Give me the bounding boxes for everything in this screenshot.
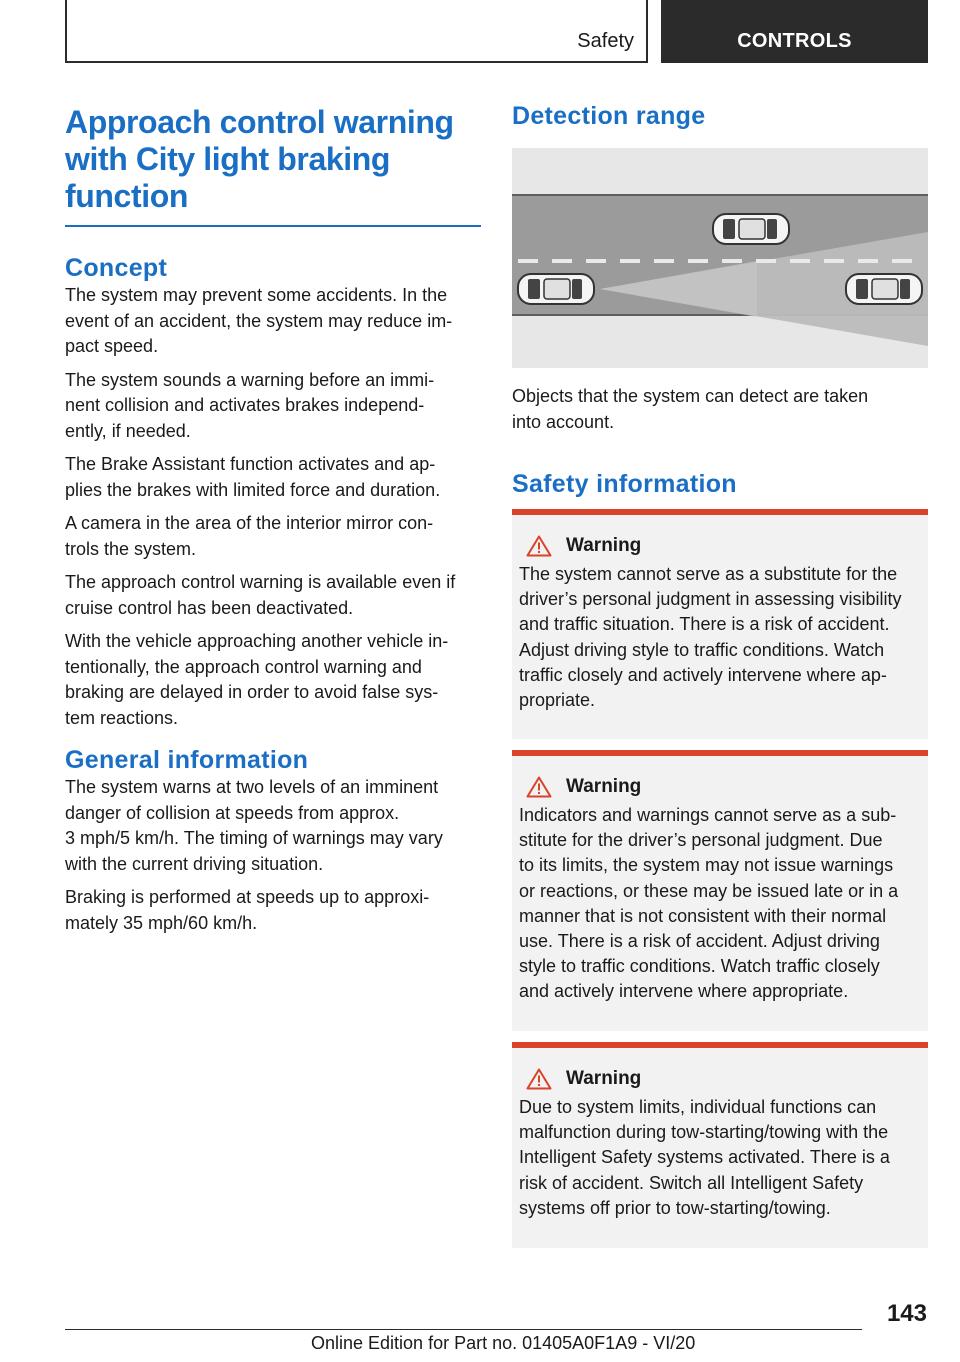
text-line: and traffic situation. There is a risk of accident.: [519, 614, 890, 635]
page-title-line: with City light braking: [65, 141, 391, 177]
warning-title: Warning: [566, 1068, 642, 1089]
text-line: driver’s personal judgment in assessing visibility: [519, 589, 902, 610]
text-line: Adjust driving style to traffic conditions. Watch: [519, 639, 885, 660]
concept-paragraph: [65, 283, 481, 360]
text-line: traffic closely and actively intervene where ap‐: [519, 664, 887, 685]
right-column: [512, 101, 928, 499]
text-line: cruise control has been deactivated.: [65, 597, 354, 618]
left-column: [65, 104, 481, 944]
text-line: Due to system limits, individual functions can: [519, 1097, 877, 1117]
concept-paragraph: [65, 570, 481, 621]
text-line: Intelligent Safety systems activated. There is a: [519, 1147, 890, 1168]
text-line: tentionally, the approach control warning and: [65, 656, 422, 677]
detection-range-heading: Detection range: [512, 102, 706, 130]
text-line: style to traffic conditions. Watch traffic closely: [519, 956, 880, 977]
text-line: The system warns at two levels of an imminent: [65, 777, 439, 797]
text-line: plies the brakes with limited force and duration.: [65, 479, 441, 500]
text-line: Objects that the system can detect are taken: [512, 386, 869, 406]
text-line: with the current driving situation.: [65, 853, 324, 874]
warning-header: [519, 1066, 921, 1092]
text-line: The system may prevent some accidents. In the: [65, 285, 448, 305]
text-line: danger of collision at speeds from approx.: [65, 802, 400, 823]
footer-divider: [65, 1329, 862, 1330]
text-line: The Brake Assistant function activates and ap‐: [65, 454, 436, 474]
warning-text: [519, 562, 921, 713]
text-line: trols the system.: [65, 538, 197, 559]
text-line: ently, if needed.: [65, 420, 191, 441]
warning-text: [519, 803, 921, 1005]
footer-edition-text: Online Edition for Part no. 01405A0F1A9 - VI/20: [311, 1333, 696, 1353]
text-line: Indicators and warnings cannot serve as a sub‐: [519, 805, 897, 825]
text-line: malfunction during tow-starting/towing with the: [519, 1122, 889, 1143]
vehicle-ahead-same-lane: [846, 274, 922, 304]
road-edge-top: [512, 194, 928, 196]
text-line: risk of accident. Switch all Intelligent Safety: [519, 1172, 864, 1193]
detection-range-diagram: [512, 148, 928, 368]
concept-heading: Concept: [65, 254, 168, 282]
text-line: systems off prior to tow-starting/towing.: [519, 1197, 831, 1218]
text-line: 3 mph/5 km/h. The timing of warnings may vary: [65, 828, 443, 848]
warning-title: Warning: [566, 776, 642, 797]
text-line: nent collision and activates brakes independ‐: [65, 395, 425, 415]
detection-range-illustration: [512, 148, 928, 368]
warning-triangle-icon: [526, 1068, 552, 1090]
concept-paragraph: [65, 452, 481, 503]
page-title-line: function: [65, 178, 188, 214]
page-number: 143: [886, 1300, 927, 1327]
safety-information-heading: Safety information: [512, 470, 737, 498]
text-line: mately 35 mph/60 km/h.: [65, 912, 258, 933]
text-line: or reactions, or these may be issued late or in a: [519, 880, 899, 901]
concept-paragraph: [65, 368, 481, 445]
own-vehicle: [518, 274, 594, 304]
warning-header: [519, 774, 921, 800]
text-line: into account.: [512, 411, 615, 432]
general-information-heading: General information: [65, 746, 309, 774]
text-line: The approach control warning is available even if: [65, 572, 456, 592]
warning-box: [512, 750, 928, 1031]
warning-text: [519, 1095, 921, 1221]
general-paragraph: [65, 775, 481, 877]
general-paragraph: [65, 885, 481, 936]
text-line: pact speed.: [65, 336, 159, 356]
text-line: braking are delayed in order to avoid false sys‐: [65, 682, 439, 702]
warning-triangle-icon: [526, 776, 552, 798]
text-line: The system cannot serve as a substitute for the: [519, 564, 898, 584]
vehicle-ahead-left-lane: [713, 214, 789, 244]
page-title: [65, 104, 481, 215]
page-title-line: Approach control warning: [65, 104, 454, 140]
header-section-box: [65, 0, 648, 63]
title-divider: [65, 225, 481, 227]
concept-paragraph: [65, 629, 481, 731]
text-line: tem reactions.: [65, 707, 179, 728]
text-line: to its limits, the system may not issue warnings: [519, 855, 894, 876]
header-section-label: Safety: [577, 30, 634, 52]
warning-box: [512, 1042, 928, 1248]
text-line: The system sounds a warning before an immi‐: [65, 369, 435, 390]
text-line: event of an accident, the system may reduce im‐: [65, 310, 453, 331]
header-chapter-tab: CONTROLS: [661, 0, 928, 63]
text-line: A camera in the area of the interior mirror con‐: [65, 513, 434, 533]
text-line: Braking is performed at speeds up to approxi‐: [65, 887, 430, 907]
text-line: propriate.: [519, 690, 596, 711]
text-line: stitute for the driver’s personal judgment. Due: [519, 830, 883, 851]
text-line: manner that is not consistent with their normal: [519, 905, 887, 926]
warning-header: [519, 533, 921, 559]
warning-triangle-icon: [526, 535, 552, 557]
concept-paragraph: [65, 511, 481, 562]
warning-box: [512, 509, 928, 739]
figure-caption: [512, 384, 928, 435]
warning-title: Warning: [566, 535, 642, 556]
text-line: use. There is a risk of accident. Adjust driving: [519, 931, 880, 952]
text-line: With the vehicle approaching another vehicle in‐: [65, 631, 449, 651]
text-line: and actively intervene where appropriate.: [519, 981, 849, 1002]
